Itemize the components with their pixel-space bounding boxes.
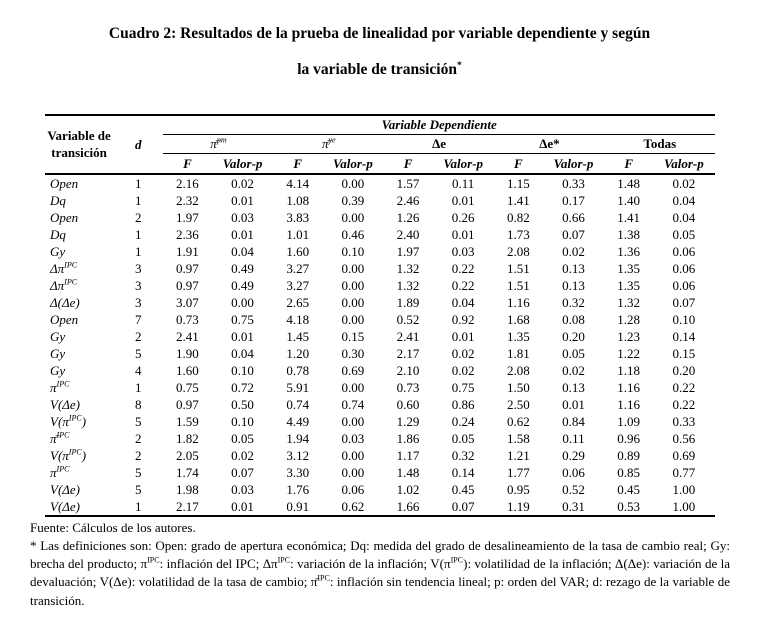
valor-p-value: 0.01 xyxy=(451,193,475,208)
valor-p-value: 1.00 xyxy=(672,482,696,497)
f-value: 0.95 xyxy=(506,482,530,497)
d-value: 2 xyxy=(135,448,142,463)
f-value: 0.97 xyxy=(176,397,199,412)
table-row xyxy=(45,413,715,430)
f-value: 2.10 xyxy=(396,363,420,378)
table-caption xyxy=(0,0,759,88)
f-value: 1.32 xyxy=(396,261,420,276)
valor-p-value: 0.05 xyxy=(672,227,696,242)
f-value: 1.89 xyxy=(396,295,420,310)
f-value: 1.17 xyxy=(396,448,420,463)
valor-p-value: 0.05 xyxy=(231,431,254,446)
f-value: 1.01 xyxy=(286,227,310,242)
f-value: 0.62 xyxy=(506,414,530,429)
valor-p-value: 0.46 xyxy=(341,227,365,242)
valor-p-value: 0.06 xyxy=(672,244,696,259)
valor-p-value: 0.62 xyxy=(322,498,384,516)
d-value: 7 xyxy=(135,312,142,327)
transition-variable: $\Delta\pi^{IPC}$ xyxy=(50,260,78,276)
valor-p-value: 0.20 xyxy=(672,363,696,378)
header-valor-p: Valor-p xyxy=(542,154,604,175)
f-value: 3.30 xyxy=(286,465,310,480)
table-row xyxy=(45,447,715,464)
f-value: 1.68 xyxy=(506,312,530,327)
valor-p-value: 0.07 xyxy=(432,498,494,516)
f-value: 1.81 xyxy=(506,346,530,361)
f-value: 1.51 xyxy=(506,261,530,276)
f-value: 1.02 xyxy=(396,482,420,497)
table-row xyxy=(45,209,715,226)
valor-p-value: 0.33 xyxy=(672,414,696,429)
table-row xyxy=(45,226,715,243)
valor-p-value: 0.02 xyxy=(231,448,254,463)
f-value: 1.97 xyxy=(176,210,199,225)
group-todas: Todas xyxy=(605,135,715,154)
valor-p-value: 0.33 xyxy=(562,176,585,191)
f-value: 2.65 xyxy=(286,295,310,310)
valor-p-value: 0.01 xyxy=(231,193,254,208)
d-value: 2 xyxy=(135,210,142,225)
f-value: 0.82 xyxy=(506,210,530,225)
f-value: 0.75 xyxy=(176,380,199,395)
transition-variable: Δ(Δe) xyxy=(50,295,80,310)
f-value: 1.91 xyxy=(176,244,199,259)
valor-p-value: 0.20 xyxy=(562,329,585,344)
table-row xyxy=(45,498,715,516)
valor-p-value: 0.11 xyxy=(562,431,585,446)
d-value: 3 xyxy=(135,261,142,276)
valor-p-value: 0.56 xyxy=(672,431,696,446)
valor-p-value: 0.00 xyxy=(341,278,365,293)
f-value: 1.29 xyxy=(396,414,420,429)
valor-p-value: 0.52 xyxy=(562,482,585,497)
valor-p-value: 0.00 xyxy=(341,465,365,480)
valor-p-value: 0.07 xyxy=(672,295,696,310)
d-value: 1 xyxy=(113,498,163,516)
f-value: 1.48 xyxy=(396,465,420,480)
valor-p-value: 0.04 xyxy=(231,346,254,361)
table-body xyxy=(45,174,715,516)
table-row xyxy=(45,260,715,277)
header-f: F xyxy=(384,154,432,175)
f-value: 1.09 xyxy=(617,414,641,429)
valor-p-value: 0.75 xyxy=(451,380,475,395)
f-value: 1.20 xyxy=(286,346,310,361)
valor-p-value: 0.00 xyxy=(341,312,365,327)
f-value: 2.46 xyxy=(396,193,420,208)
valor-p-value: 0.01 xyxy=(451,329,475,344)
valor-p-value: 0.06 xyxy=(672,278,696,293)
d-value: 1 xyxy=(135,176,142,191)
f-value: 1.60 xyxy=(176,363,199,378)
f-value: 0.89 xyxy=(617,448,641,463)
f-value: 0.85 xyxy=(617,465,641,480)
definitions-note: * Las definiciones son: Open: grado de apertura económica; Dq: medida del grado de desalineamiento de la tasa de cambio real; Gy: brecha del producto; $\pi^{IPC}$: inflación del IPC; $\Delta\pi^{IPC}$: variación de la inflación; $V(\pi^{IPC})$: volatilidad de la inflación; Δ(Δe): variación de la devaluación; V(Δe): volatilidad de la tasa de cambio; π̄$^{IPC}$: inflación sin tendencia lineal; p: orden del VAR; d: rezago de la variable de transición. xyxy=(30,538,730,608)
f-value: 1.48 xyxy=(617,176,641,191)
valor-p-value: 0.00 xyxy=(341,380,365,395)
valor-p-value: 0.30 xyxy=(341,346,365,361)
valor-p-value: 0.04 xyxy=(672,210,696,225)
f-value: 3.27 xyxy=(286,261,310,276)
transition-variable: Gy xyxy=(50,329,66,344)
f-value: 1.32 xyxy=(396,278,420,293)
f-value: 1.82 xyxy=(176,431,199,446)
d-value: 8 xyxy=(135,397,142,412)
f-value: 1.66 xyxy=(384,498,432,516)
valor-p-value: 0.06 xyxy=(341,482,365,497)
valor-p-value: 0.00 xyxy=(341,210,365,225)
valor-p-value: 0.13 xyxy=(562,278,585,293)
valor-p-value: 0.22 xyxy=(451,278,475,293)
f-value: 1.73 xyxy=(506,227,530,242)
header-valor-p: Valor-p xyxy=(653,154,715,175)
f-value: 1.38 xyxy=(617,227,641,242)
valor-p-value: 0.03 xyxy=(231,482,254,497)
valor-p-value: 0.24 xyxy=(451,414,475,429)
valor-p-value: 0.92 xyxy=(451,312,475,327)
transition-variable: Open xyxy=(50,312,79,327)
valor-p-value: 1.00 xyxy=(653,498,715,516)
d-value: 5 xyxy=(135,482,142,497)
valor-p-value: 0.10 xyxy=(672,312,696,327)
valor-p-value: 0.50 xyxy=(231,397,254,412)
valor-p-value: 0.00 xyxy=(341,295,365,310)
transition-variable: Open xyxy=(50,176,79,191)
valor-p-value: 0.00 xyxy=(341,448,365,463)
f-value: 1.41 xyxy=(506,193,530,208)
valor-p-value: 0.02 xyxy=(672,176,696,191)
caption-line-1: Cuadro 2: Resultados de la prueba de linealidad por variable dependiente y según xyxy=(108,25,651,42)
valor-p-value: 0.29 xyxy=(562,448,585,463)
transition-variable: $\Delta\pi^{IPC}$ xyxy=(50,277,78,293)
f-value: 1.40 xyxy=(617,193,641,208)
table-row xyxy=(45,379,715,396)
valor-p-value: 0.75 xyxy=(231,312,254,327)
group-delta-e: Δe xyxy=(384,135,494,154)
valor-p-value: 0.00 xyxy=(341,261,365,276)
f-value: 3.07 xyxy=(176,295,199,310)
table-row xyxy=(45,277,715,294)
valor-p-value: 0.03 xyxy=(341,431,365,446)
valor-p-value: 0.15 xyxy=(341,329,365,344)
table-row xyxy=(45,481,715,498)
valor-p-value: 0.84 xyxy=(562,414,585,429)
f-value: 2.32 xyxy=(176,193,199,208)
f-value: 1.35 xyxy=(506,329,530,344)
d-value: 1 xyxy=(135,227,142,242)
d-value: 5 xyxy=(135,346,142,361)
f-value: 1.59 xyxy=(176,414,199,429)
f-value: 5.91 xyxy=(286,380,310,395)
f-value: 4.18 xyxy=(286,312,310,327)
table-row xyxy=(45,243,715,260)
valor-p-value: 0.86 xyxy=(451,397,475,412)
f-value: 0.74 xyxy=(286,397,310,412)
f-value: 1.77 xyxy=(506,465,530,480)
f-value: 1.08 xyxy=(286,193,310,208)
f-value: 1.51 xyxy=(506,278,530,293)
header-f: F xyxy=(163,154,211,175)
d-value: 2 xyxy=(135,431,142,446)
f-value: 3.83 xyxy=(286,210,310,225)
valor-p-value: 0.06 xyxy=(672,261,696,276)
f-value: 1.35 xyxy=(617,278,641,293)
valor-p-value: 0.08 xyxy=(562,312,585,327)
f-value: 1.98 xyxy=(176,482,199,497)
table-row xyxy=(45,345,715,362)
f-value: 0.97 xyxy=(176,261,199,276)
table-row xyxy=(45,294,715,311)
f-value: 1.22 xyxy=(617,346,641,361)
f-value: 1.97 xyxy=(396,244,420,259)
table-row xyxy=(45,311,715,328)
f-value: 1.35 xyxy=(617,261,641,276)
f-value: 1.41 xyxy=(617,210,641,225)
f-value: 1.36 xyxy=(617,244,641,259)
f-value: 0.97 xyxy=(176,278,199,293)
f-value: 1.45 xyxy=(286,329,310,344)
valor-p-value: 0.32 xyxy=(451,448,475,463)
header-valor-p: Valor-p xyxy=(322,154,384,175)
header-variable-dependiente: Variable Dependiente xyxy=(163,115,715,135)
transition-variable: Dq xyxy=(50,193,66,208)
f-value: 1.86 xyxy=(396,431,420,446)
transition-variable: $\pi^{IPC}$ xyxy=(50,379,70,395)
valor-p-value: 0.22 xyxy=(672,380,696,395)
caption-line-2: la variable de transición* xyxy=(297,59,462,78)
valor-p-value: 0.03 xyxy=(451,244,475,259)
f-value: 0.96 xyxy=(617,431,641,446)
valor-p-value: 0.02 xyxy=(231,176,254,191)
f-value: 1.76 xyxy=(286,482,310,497)
valor-p-value: 0.05 xyxy=(562,346,585,361)
table-row xyxy=(45,362,715,379)
valor-p-value: 0.02 xyxy=(562,244,585,259)
valor-p-value: 0.39 xyxy=(341,193,365,208)
valor-p-value: 0.72 xyxy=(231,380,254,395)
valor-p-value: 0.01 xyxy=(451,227,475,242)
f-value: 1.32 xyxy=(617,295,641,310)
table-row xyxy=(45,192,715,209)
table-row xyxy=(45,174,715,192)
f-value: 0.78 xyxy=(286,363,310,378)
valor-p-value: 0.15 xyxy=(672,346,696,361)
f-value: 0.45 xyxy=(617,482,641,497)
valor-p-value: 0.06 xyxy=(562,465,585,480)
table-row xyxy=(45,430,715,447)
valor-p-value: 0.07 xyxy=(231,465,254,480)
f-value: 2.50 xyxy=(506,397,530,412)
valor-p-value: 0.02 xyxy=(562,363,585,378)
d-value: 2 xyxy=(135,329,142,344)
f-value: 2.36 xyxy=(176,227,199,242)
transition-variable: $V(\pi^{IPC})$ xyxy=(50,413,87,429)
header-f: F xyxy=(605,154,653,175)
f-value: 1.26 xyxy=(396,210,420,225)
f-value: 0.91 xyxy=(274,498,322,516)
f-value: 0.73 xyxy=(176,312,199,327)
d-value: 5 xyxy=(135,465,142,480)
transition-variable: V(Δe) xyxy=(45,498,113,516)
valor-p-value: 0.14 xyxy=(451,465,475,480)
f-value: 1.94 xyxy=(286,431,310,446)
valor-p-value: 0.00 xyxy=(231,295,254,310)
valor-p-value: 0.69 xyxy=(341,363,365,378)
valor-p-value: 0.26 xyxy=(451,210,475,225)
results-table xyxy=(45,114,715,517)
header-valor-p: Valor-p xyxy=(432,154,494,175)
f-value: 1.50 xyxy=(506,380,530,395)
f-value: 1.18 xyxy=(617,363,641,378)
transition-variable: V(Δe) xyxy=(50,482,80,497)
valor-p-value: 0.10 xyxy=(231,414,254,429)
transition-variable: V(Δe) xyxy=(50,397,80,412)
valor-p-value: 0.00 xyxy=(341,176,365,191)
header-variable-transicion: Variable de transición xyxy=(45,115,113,174)
valor-p-value: 0.45 xyxy=(451,482,475,497)
transition-variable: Open xyxy=(50,210,79,225)
valor-p-value: 0.22 xyxy=(451,261,475,276)
f-value: 2.40 xyxy=(396,227,420,242)
f-value: 1.21 xyxy=(506,448,530,463)
d-value: 4 xyxy=(135,363,142,378)
d-value: 1 xyxy=(135,244,142,259)
transition-variable: $\pi^{IPC}$ xyxy=(50,464,70,480)
transition-variable: Dq xyxy=(50,227,66,242)
valor-p-value: 0.01 xyxy=(231,227,254,242)
f-value: 3.12 xyxy=(286,448,310,463)
valor-p-value: 0.22 xyxy=(672,397,696,412)
valor-p-value: 0.13 xyxy=(562,261,585,276)
valor-p-value: 0.13 xyxy=(562,380,585,395)
group-pi-pm: π̄$^{pm}$ xyxy=(163,135,273,154)
valor-p-value: 0.07 xyxy=(562,227,585,242)
f-value: 2.08 xyxy=(506,363,530,378)
f-value: 1.57 xyxy=(396,176,420,191)
f-value: 1.23 xyxy=(617,329,641,344)
valor-p-value: 0.01 xyxy=(231,329,254,344)
f-value: 1.28 xyxy=(617,312,641,327)
valor-p-value: 0.14 xyxy=(672,329,696,344)
valor-p-value: 0.04 xyxy=(231,244,254,259)
d-value: 3 xyxy=(135,295,142,310)
group-pi-ye: π̄$^{ye}$ xyxy=(274,135,384,154)
transition-variable: Gy xyxy=(50,244,66,259)
f-value: 1.58 xyxy=(506,431,530,446)
valor-p-value: 0.11 xyxy=(452,176,475,191)
d-value: 1 xyxy=(135,380,142,395)
f-value: 1.74 xyxy=(176,465,199,480)
valor-p-value: 0.02 xyxy=(451,346,475,361)
valor-p-value: 0.77 xyxy=(672,465,696,480)
header-valor-p: Valor-p xyxy=(211,154,273,175)
f-value: 0.52 xyxy=(396,312,420,327)
table-row xyxy=(45,328,715,345)
f-value: 0.53 xyxy=(605,498,653,516)
f-value: 0.60 xyxy=(396,397,420,412)
f-value: 0.73 xyxy=(396,380,420,395)
valor-p-value: 0.10 xyxy=(341,244,365,259)
f-value: 2.17 xyxy=(396,346,420,361)
valor-p-value: 0.00 xyxy=(341,414,365,429)
valor-p-value: 0.03 xyxy=(231,210,254,225)
f-value: 3.27 xyxy=(286,278,310,293)
valor-p-value: 0.02 xyxy=(451,363,475,378)
table-row xyxy=(45,396,715,413)
f-value: 2.08 xyxy=(506,244,530,259)
f-value: 1.19 xyxy=(494,498,542,516)
f-value: 1.15 xyxy=(506,176,530,191)
header-d: d xyxy=(113,115,163,174)
valor-p-value: 0.17 xyxy=(562,193,585,208)
f-value: 2.41 xyxy=(176,329,199,344)
valor-p-value: 0.49 xyxy=(231,261,254,276)
valor-p-value: 0.04 xyxy=(451,295,475,310)
valor-p-value: 0.10 xyxy=(231,363,254,378)
f-value: 2.16 xyxy=(176,176,199,191)
transition-variable: Gy xyxy=(50,363,66,378)
transition-variable: Gy xyxy=(50,346,66,361)
valor-p-value: 0.05 xyxy=(451,431,475,446)
f-value: 2.05 xyxy=(176,448,199,463)
f-value: 1.16 xyxy=(506,295,530,310)
f-value: 1.90 xyxy=(176,346,199,361)
group-delta-e-star: Δe* xyxy=(494,135,604,154)
d-value: 1 xyxy=(135,193,142,208)
valor-p-value: 0.01 xyxy=(562,397,585,412)
transition-variable: π̄$^{IPC}$ xyxy=(50,430,70,446)
table-row xyxy=(45,464,715,481)
valor-p-value: 0.01 xyxy=(211,498,273,516)
f-value: 1.16 xyxy=(617,397,641,412)
d-value: 5 xyxy=(135,414,142,429)
f-value: 4.49 xyxy=(286,414,310,429)
valor-p-value: 0.74 xyxy=(341,397,365,412)
f-value: 2.17 xyxy=(163,498,211,516)
header-f: F xyxy=(494,154,542,175)
f-value: 2.41 xyxy=(396,329,420,344)
valor-p-value: 0.04 xyxy=(672,193,696,208)
transition-variable: $V(\pi^{IPC})$ xyxy=(50,447,87,463)
source-note: Fuente: Cálculos de los autores. xyxy=(30,520,196,535)
valor-p-value: 0.69 xyxy=(672,448,696,463)
valor-p-value: 0.66 xyxy=(562,210,585,225)
valor-p-value: 0.31 xyxy=(542,498,604,516)
d-value: 3 xyxy=(135,278,142,293)
valor-p-value: 0.32 xyxy=(562,295,585,310)
header-f: F xyxy=(274,154,322,175)
f-value: 1.16 xyxy=(617,380,641,395)
valor-p-value: 0.49 xyxy=(231,278,254,293)
f-value: 4.14 xyxy=(286,176,310,191)
f-value: 1.60 xyxy=(286,244,310,259)
